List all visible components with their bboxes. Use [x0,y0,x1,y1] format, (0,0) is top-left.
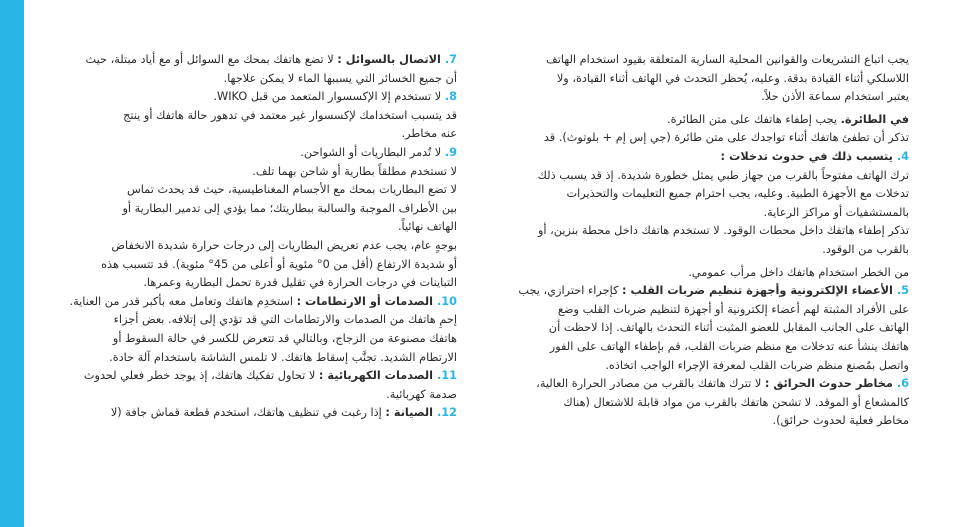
body-line: بالمستشفيات أو مراكز الرعاية. [763,205,909,219]
section-10-heading [62,293,457,312]
body-line: يجب اتباع التشريعات والقوانين المحلية السارية المتعلقة بقيود استخدام الهاتف [546,53,909,66]
body-line: هاتفك مصنوعة من الزجاج، وبالتالي قد تتعرض للكسر في حالة السقوط أو [112,331,457,345]
section-number: 7. [444,53,457,66]
body-line: تذكر إطفاء هاتفك داخل محطات الوقود. لا تستخدم هاتفك داخل محطة بنزين، أو [537,224,909,238]
section-text: إذا رغبت في تنظيف هاتفك، استخدم قطعة قماش جافة (لا [110,406,386,420]
airplane-heading: في الطائرة. [840,112,909,126]
body-line: أن جميع الخسائر التي يسببها الماء لا يمكن علاجها. [223,71,457,85]
section-title: الصيانة : [385,406,437,420]
section-title: يتسبب ذلك في حدوث تدخلات : [720,149,897,163]
section-7-heading [62,51,457,70]
section-text: لا تضع هاتفك بمحك مع السوائل أو مع أياد مبتلة، حيث [85,53,338,66]
right-column [506,51,909,431]
body-line: التباينات في درجات الحرارة في تقليل قدرة تحمل البطارية وعمرها. [143,276,457,290]
left-column [62,51,457,423]
body-line: بوجهٍ عام، يجب عدم تعريض البطاريات إلى درجات حرارة شديدة الانخفاض [111,238,457,252]
section-text: لا تحاول تفكيك هاتفك، إذ يوجد خطر فعلي لحدوث [83,369,319,383]
body-line: لا تضع البطاريات بمحك مع الأجسام المغناطيسية، حيث قد يحدث تماس [126,183,457,197]
body-line: كالمشعاع أو الموقد. لا تشحن هاتفك بالقرب من مواد قابلة للاشتعال (هناك [563,395,909,409]
body-line: الارتطام الشديد. تجنَّب إسقاط هاتفك. لا تلمس الشاشة باستخدام آلة حادة. [109,350,457,364]
body-line: يعتبر استخدام سماعة الأذن حلاً. [761,90,909,104]
body-line: من الخطر استخدام هاتفك داخل مرأب عمومي. [688,265,909,279]
body-line: عنه مخاطر. [401,127,457,141]
body-line: الهاتف على الجانب المقابل للعضو المثبت أثناء التحدث بالهاتف. إذا لاحظت أن [548,321,909,335]
section-number: 10. [436,294,457,308]
section-number: 5. [896,284,909,298]
body-line: لا تستخدم مطلقاً بطارية أو شاحن بهما تلف. [252,164,457,178]
section-5-heading [506,282,909,301]
section-title: الاتصال بالسوائل : [337,53,445,66]
section-title: مخاطر حدوث الحرائق : [764,377,897,391]
airplane-text: يجب إطفاء هاتفك على متن الطائرة. [667,112,841,126]
section-9-heading [62,144,457,163]
section-number: 4. [896,149,909,163]
section-number: 8. [444,90,457,104]
section-6-heading [506,375,909,394]
section-8-heading [62,88,457,107]
body-line: تدخلات مع الأجهزة الطبية. وعليه، يجب احترام جميع التعليمات والتحذيرات [566,187,909,201]
body-line: هاتفك ينشأ عنه تدخلات مع منظم ضربات القلب، قم بإطفاء الهاتف على الفور [549,339,909,353]
body-line: أو شديدة الارتفاع (أقل من 0° مئوية أو أعلى من 45° مئوية). قد تتسبب هذه [101,257,457,271]
body-line: ترك الهاتف مفتوحاً بالقرب من جهاز طبي يمثل خطورة شديدة. إذ قد يسبب ذلك [537,168,909,182]
section-title: الأعضاء الإلكترونية وأجهزة تنظيم ضربات القلب : [622,284,897,298]
body-line: قد يتسبب استخدامك لإكسسوار غير معتمد في تدهور حالة هاتفك أو ينتج [123,108,457,122]
section-text: لا تترك هاتفك بالقرب من مصادر الحرارة العالية، [536,377,765,391]
section-11-heading [62,367,457,386]
body-line: اللاسلكي أثناء القيادة بدقة. وعليه، يُحظر التحدث في الهاتف أثناء القيادة، ولا [556,71,909,85]
body-line: مخاطر فعلية لحدوث حرائق). [772,414,909,428]
body-line: تذكر أن تطفئ هاتفك أثناء تواجدك على متن طائرة (جي إس إم + بلوتوث). قد [543,131,909,145]
section-12-heading [62,404,457,423]
body-line: على الأفراد المثبتة لهم أعضاء إلكترونية أو أجهزة لتنظيم ضربات القلب وضع [557,302,909,316]
section-title: الصدمات أو الارتطامات : [296,294,437,308]
section-number: 12. [436,406,457,420]
body-line: صدمة كهربائية. [386,387,457,401]
body-line: بالقرب من الوقود. [822,242,909,256]
section-text: كإجراء احترازي، يجب [518,284,623,298]
body-line: بين الأطراف الموجبة والسالبة ببطاريتك؛ مما يؤدي إلى تدمير البطارية أو [122,201,457,215]
section-title: الصدمات الكهربائية : [318,369,437,383]
body-line: الهاتف نهائياً. [397,220,457,234]
section-text: لا تُدمر البطاريات أو الشواحن. [300,145,445,159]
section-text: استخدِم هاتفك وتعامل معه بأكبر قدر من العناية. [69,294,297,308]
body-line: إحمِ هاتفك من الصدمات والارتطامات التي قد تؤدي إلى إتلافه. بعض أجزاء [113,313,457,327]
section-number: 6. [896,377,909,391]
body-line: واتصل بمُصنع منظم ضربات القلب لمعرفة الإجراء الواجب اتخاذه. [605,358,909,372]
section-4-heading [506,148,909,167]
section-number: 9. [444,145,457,159]
accent-side-bar [0,0,24,527]
section-text: لا تستخدم إلا الإكسسوار المتعمد من قبل WIKO. [213,90,445,104]
airplane-paragraph [506,111,909,130]
section-number: 11. [436,369,457,383]
